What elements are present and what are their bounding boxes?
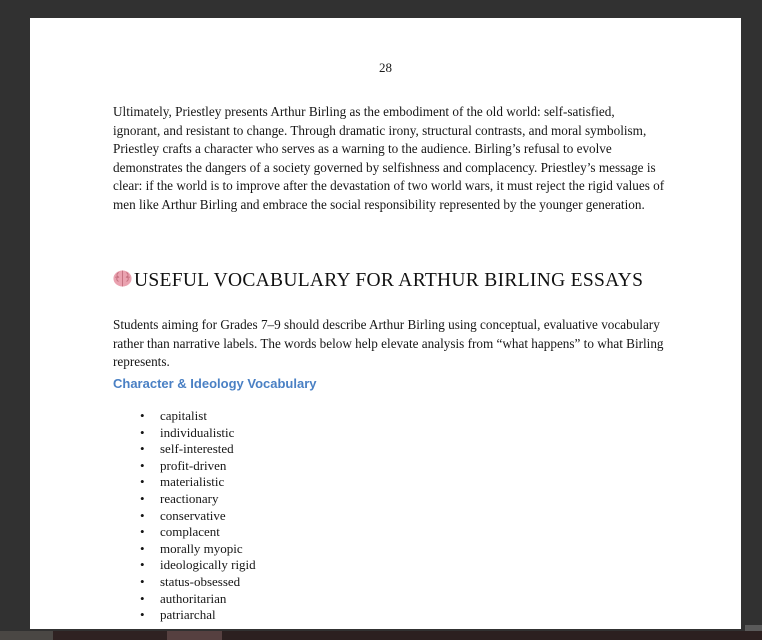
vocabulary-list-item: • status-obsessed: [160, 574, 256, 591]
section-heading: [112, 268, 712, 296]
vocabulary-list-item: • self-interested: [160, 441, 256, 458]
bottom-edge-segment-gray: [0, 631, 53, 640]
vocabulary-list-item: • materialistic: [160, 474, 256, 491]
bottom-edge-segment-pink: [167, 631, 222, 640]
vocabulary-list-item: • conservative: [160, 508, 256, 525]
subheading-character-ideology: Character & Ideology Vocabulary: [113, 376, 317, 391]
bottom-edge-segment-maroon-2: [222, 631, 762, 640]
essay-conclusion-paragraph: Ultimately, Priestley presents Arthur Birling as the embodiment of the old world: self-satisfied, ignorant, and resistant to change. Through dramatic irony, structural contrasts, and moral symbolism, Priestley crafts a character who serves as a warning to the audience. Birling’s refusal to evolve demonstrates the dangers of a society governed by selfishness and complacency. Priestley’s message is clear: if the world is to improve after the devastation of two world wars, it must reject the rigid values of men like Arthur Birling and embrace the social responsibility represented by the younger generation.: [113, 104, 665, 212]
vocabulary-list-item: • patriarchal: [160, 607, 256, 624]
brain-emoji-icon: [112, 269, 133, 296]
bottom-edge-artifact: [0, 631, 762, 640]
vocabulary-list-item: • profit-driven: [160, 458, 256, 475]
page-number: 28: [379, 60, 392, 75]
vocabulary-list-item: • morally myopic: [160, 541, 256, 558]
vocabulary-list-item: • complacent: [160, 524, 256, 541]
section-heading-text: USEFUL VOCABULARY FOR ARTHUR BIRLING ESSAYS: [134, 270, 644, 291]
vocabulary-intro-paragraph: Students aiming for Grades 7–9 should describe Arthur Birling using conceptual, evaluative vocabulary rather than narrative labels. The words below help elevate analysis from “what happens” to what Birling represents.: [113, 317, 664, 370]
bottom-right-corner-artifact: [745, 625, 762, 631]
document-page: [30, 18, 741, 629]
vocabulary-list-item: • authoritarian: [160, 591, 256, 608]
vocabulary-list: [113, 408, 256, 624]
vocabulary-list-item: • reactionary: [160, 491, 256, 508]
vocabulary-list-item: • individualistic: [160, 425, 256, 442]
vocabulary-list-item: • ideologically rigid: [160, 557, 256, 574]
vocabulary-list-item: • capitalist: [160, 408, 256, 425]
bottom-edge-segment-maroon: [53, 631, 167, 640]
